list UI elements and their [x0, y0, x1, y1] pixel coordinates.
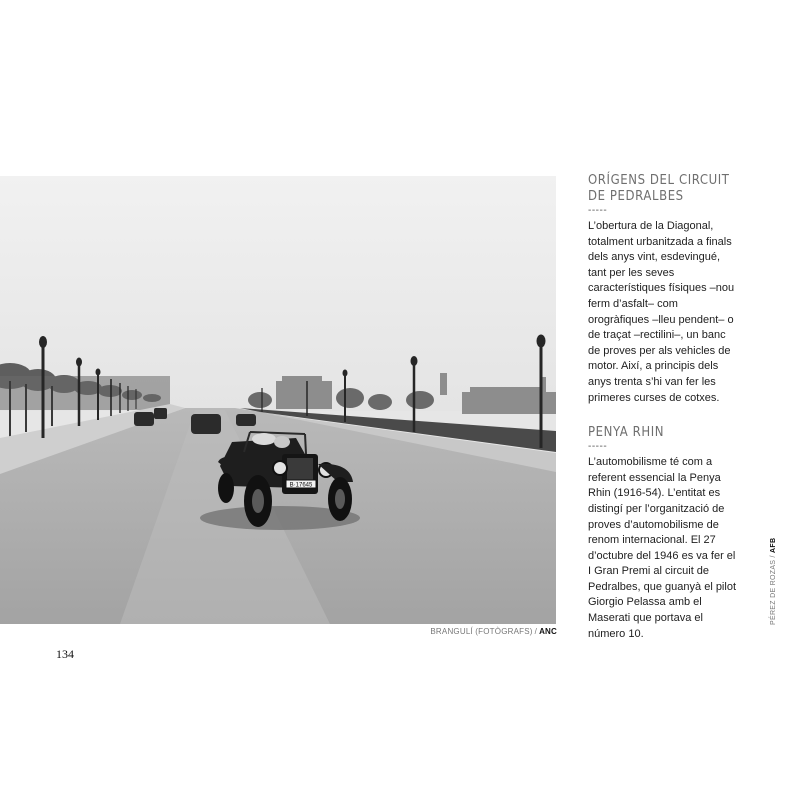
credit-agency: AFB: [770, 537, 777, 553]
section-title-line: ORÍGENS DEL CIRCUIT: [588, 173, 730, 188]
section-divider: -----: [588, 441, 608, 453]
side-photo-credit: [770, 538, 777, 625]
historic-photo-diagonal-avenue: [0, 176, 556, 624]
section-title: [588, 173, 740, 205]
caption-photographer: BRANGULÍ (FOTÒGRAFS): [430, 627, 533, 636]
photo-caption: [430, 627, 557, 636]
license-plate-text: B·17645: [289, 482, 313, 489]
sidebar-text-column: [588, 173, 740, 642]
caption-separator: /: [534, 627, 538, 636]
section-body-text: L’obertura de la Diagonal, totalment urbanitzada a finals dels anys vint, esdevingué, tant per les seves característiques físiques –nou ferm d’asfalt– com orogràfiques –lleu pendent– o de traçat –rectilini–, un banc de proves per als vehicles de motor. Així, a principis dels anys trenta s’hi van fer les primeres curses de cotxes.: [588, 220, 735, 404]
section-body-text: L’automobilisme té com a referent essencial la Penya Rhin (1916-54). L’entitat es distingí per l’organització de proves d’automobilisme de renom internacional. El 27 d’octubre del 1946 es va fer el I Gran Premi al circuit de Pedralbes, que guanyà el pilot Giorgio Pelassa amb el Maserati que portava el número 10.: [588, 456, 736, 640]
section-divider: -----: [588, 205, 608, 216]
section-title-line: DE PEDRALBES: [588, 189, 684, 204]
caption-agency: ANC: [539, 627, 557, 636]
credit-photographer: PÉREZ DE ROZAS: [770, 559, 777, 625]
page-number: 134: [56, 647, 74, 661]
section-title-line: PENYA RHIN: [588, 425, 665, 441]
section-penya-rhin: [588, 425, 740, 642]
section-origins: [588, 173, 740, 406]
credit-separator: /: [770, 555, 777, 558]
section-title: [588, 425, 740, 441]
